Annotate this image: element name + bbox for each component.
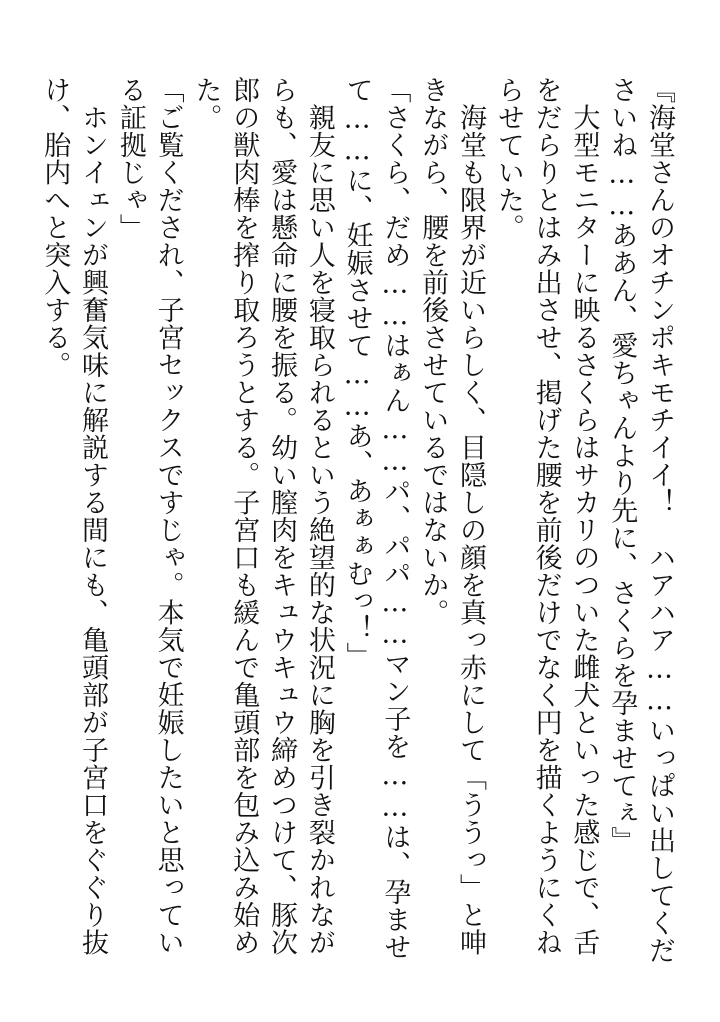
paragraph-3: 海堂も限界が近いらしく、目隠しの顔を真っ赤にして「ううっ」と呻きながら、腰を前後させているではないか。 [417,76,487,956]
paragraph-2: 大型モニターに映るさくらはサカリのついた雌犬といった感じで、舌をだらりとはみ出させ、掲げた腰を前後だけでなく円を描くようにくねらせていた。 [492,76,600,956]
vertical-text-body [35,76,678,966]
paragraph-5: 親友に思い人を寝取られるという絶望的な状況に胸を引き裂かれながらも、愛は懸命に腰を振る。幼い膣肉をキュウキュウ締めつけて、豚次郎の獣肉棒を搾り取ろうとする。子宮口も緩んで亀頭部を包み込み始めた。 [190,76,335,956]
paragraph-1: 『海堂さんのオチンポキモチイイ！ ハアハア……いっぱい出してくださいね……ああん、愛ちゃんより先に、さくらを孕ませてぇ』 [606,76,675,964]
paragraph-4: 「さくら、だめ……はぁん……パ、パパ……マン子を……は、孕ませて……に、妊娠させて……あ、あぁぁむっ！」 [341,76,411,961]
paragraph-6: 「ご覧くだされ、子宮セックスですじゃ。本気で妊娠したいと思っている証拠じゃ」 [114,76,184,956]
paragraph-7: ホンイェンが興奮気味に解説する間にも、亀頭部が子宮口をぐぐり抜け、胎内へと突入する。 [39,76,109,956]
